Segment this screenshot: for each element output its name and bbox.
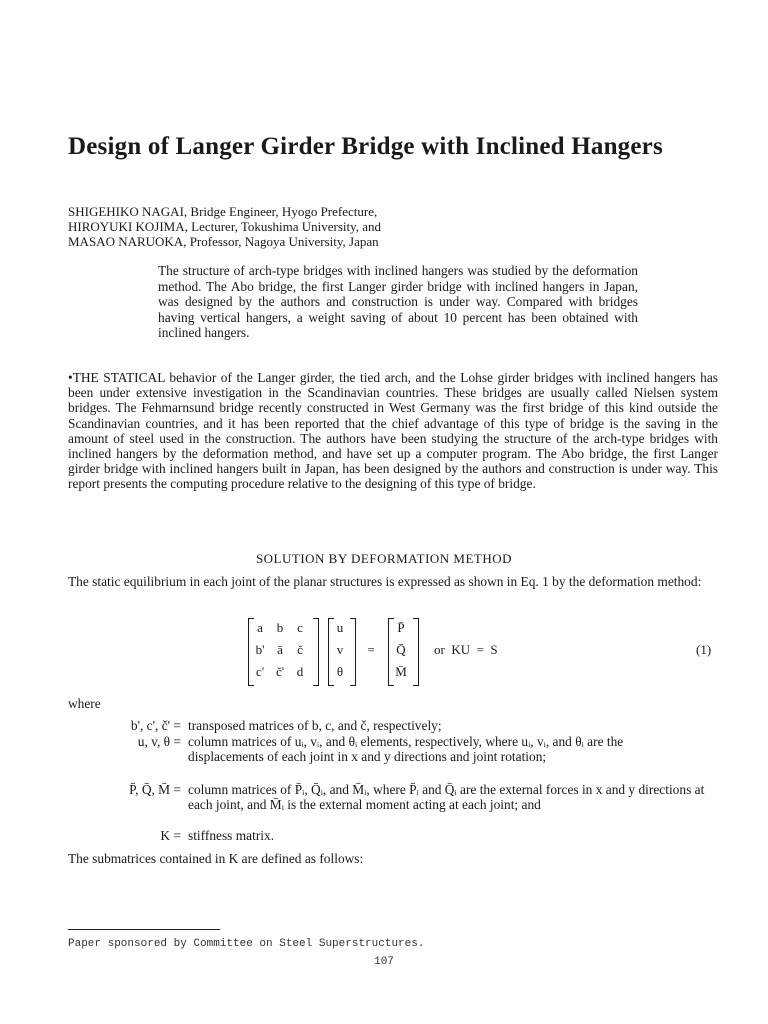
intro-paragraph xyxy=(68,370,718,492)
author-line: MASAO NARUOKA, Professor, Nagoya University, Japan xyxy=(68,234,379,249)
vector-u-cell: u xyxy=(336,620,344,635)
matrix-bracket-right xyxy=(313,618,319,686)
vector-u-cell: θ xyxy=(336,664,344,679)
author-line: HIROYUKI KOJIMA, Lecturer, Tokushima University, and xyxy=(68,219,382,234)
definitions-list xyxy=(0,718,768,848)
equals-sign: = xyxy=(367,642,375,657)
intro-text: behavior of the Langer girder, the tied arch, and the Lohse girder bridges with inclined hangers has been under extensive investigation in the Scandinavian countries. These bridges are usually called Nielsen system bridges. The Fehmarnsund bridge recently constructed in West Germany was the first bridge of this kind outside the Scandinavian countries, and it has been reported that the chief advantage of this type of bridge is the saving in the amount of steel used in the construction. The authors have been studying the structure of the arch-type bridges with inclined hangers by the deformation method, and have set up a computer program. The Abo bridge, the first Langer girder bridge with inclined hangers built in Japan, has been designed by the authors and construction is under way. This report presents the computing procedure relative to the designing of this type of bridge. xyxy=(68,370,718,492)
vector-bracket-right xyxy=(413,618,419,686)
equation-number: (1) xyxy=(696,642,712,657)
abstract: The structure of arch-type bridges with inclined hangers was studied by the deformation method. The Abo bridge, the first Langer girder bridge with inclined hangers in Japan, was designed by the authors and construction is under way. Compared with bridges having vertical hangers, a weight saving of about 10 percent has been obtained with inclined hangers. xyxy=(158,263,638,340)
submatrices-paragraph: The submatrices contained in K are defined as follows: xyxy=(68,851,364,866)
footnote: Paper sponsored by Committee on Steel Superstructures. xyxy=(68,938,425,950)
section-paragraph: The static equilibrium in each joint of the planar structures is expressed as shown in Eq. 1 by the deformation method: xyxy=(68,574,702,589)
definition-term: P̄, Q̄, M̄ = xyxy=(129,782,181,797)
definition-text: stiffness matrix. xyxy=(188,828,275,843)
definition-text: column matrices of P̄ᵢ, Q̄ᵢ, and M̄ᵢ, where P̄ᵢ and Q̄ᵢ are the external forces in x and y directions at each joint, and M̄ᵢ is the external moment acting at each joint; and xyxy=(188,782,705,813)
definition-text: column matrices of uᵢ, vᵢ, and θᵢ elements, respectively, where uᵢ, vᵢ, and θᵢ are the displacements of each joint in x and y directions and joint rotation; xyxy=(188,734,624,765)
definition-term: u, v, θ = xyxy=(137,734,181,749)
intro-lead: •THE STATICAL xyxy=(68,370,165,385)
matrix-k-cell: b' xyxy=(255,642,265,657)
definition-term: K = xyxy=(160,828,181,843)
matrix-k-cell: ā xyxy=(277,642,283,657)
page-number: 107 xyxy=(374,956,394,968)
vector-bracket-right xyxy=(350,618,356,686)
matrix-k-cell: d xyxy=(296,664,304,679)
matrix-k-cell: č xyxy=(297,642,303,657)
where-label: where xyxy=(68,696,101,711)
equation-compact-form: or KU = S xyxy=(434,642,498,657)
matrix-k-cell: c xyxy=(297,620,303,635)
matrix-k-cell: a xyxy=(257,620,263,635)
vector-s-cell: P̄ xyxy=(397,620,405,635)
definition-text: transposed matrices of b, c, and č, respectively; xyxy=(188,718,442,733)
matrix-k-cell: č' xyxy=(275,664,285,679)
vector-u-cell: v xyxy=(336,642,344,657)
vector-s-cell: M̄ xyxy=(395,664,407,679)
matrix-k-cell: c' xyxy=(255,664,265,679)
vector-s-cell: Q̄ xyxy=(396,642,406,657)
matrix-k-cell: b xyxy=(276,620,284,635)
equation-1 xyxy=(0,614,768,690)
definition-term: b', c', č' = xyxy=(130,718,181,733)
footnote-rule xyxy=(68,929,220,930)
author-line: SHIGEHIKO NAGAI, Bridge Engineer, Hyogo Prefecture, xyxy=(68,204,378,219)
paper-title: Design of Langer Girder Bridge with Inclined Hangers xyxy=(68,133,663,160)
section-heading: SOLUTION BY DEFORMATION METHOD xyxy=(255,551,513,566)
author-list xyxy=(68,204,728,249)
